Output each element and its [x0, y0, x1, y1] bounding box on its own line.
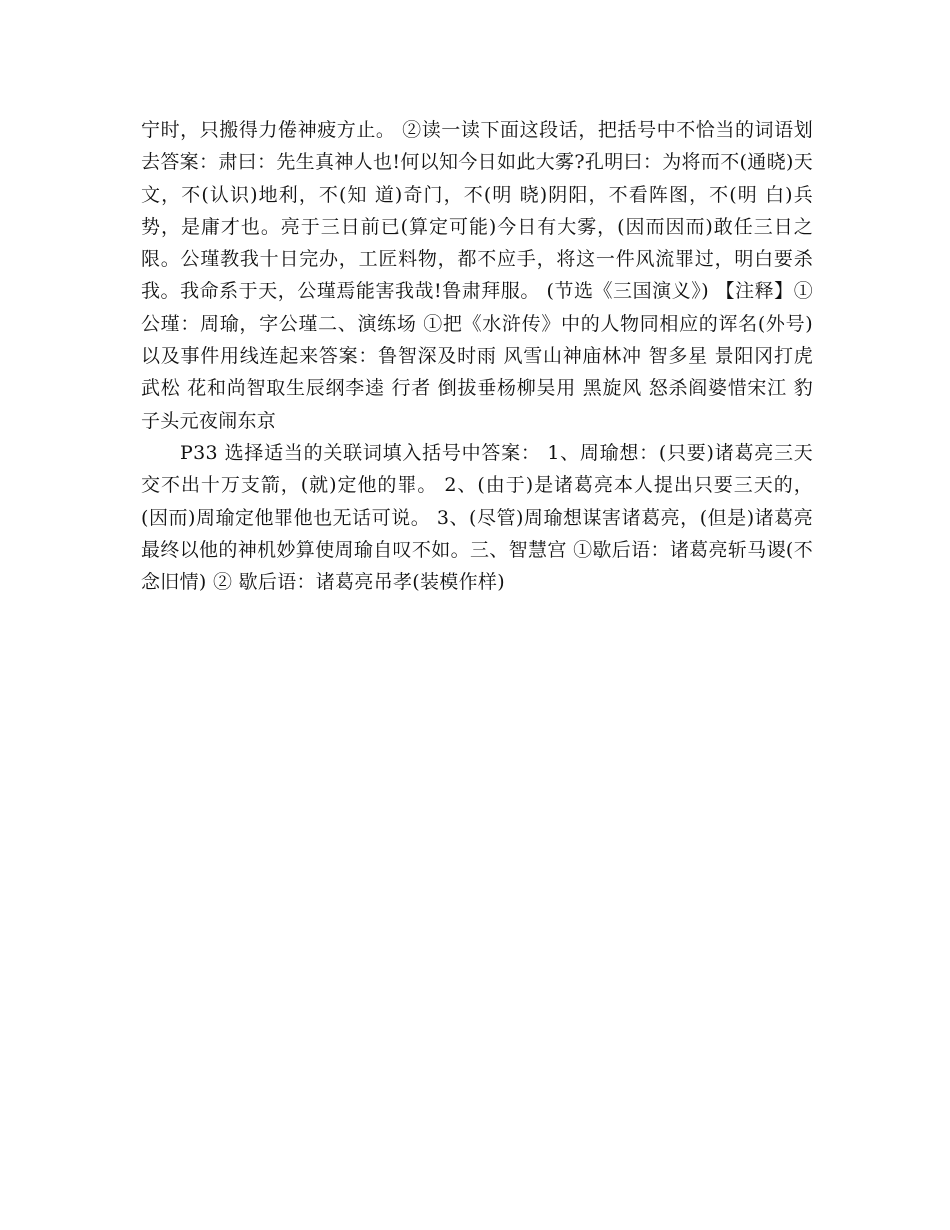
paragraph-1: 宁时，只搬得力倦神疲方止。 ②读一读下面这段话，把括号中不恰当的词语划去答案：肃曰：先生真神人也!何以知今日如此大雾?孔明曰：为将而不(通晓)天文，不(认识)地利，不(知 道)奇门，不(明 晓)阴阳，不看阵图，不(明 白)兵势，是庸才也。亮于三日前已(算定可能)今日有大雾，(因而因而)敢任三日之限。公瑾教我十日完办，工匠料物，都不应手，将这一件风流罪过，明白要杀我。我命系于天，公瑾焉能害我哉!鲁肃拜服。 (节选《三国演义》) 【注释】①公瑾：周瑜，字公瑾二、演练场 ①把《水浒传》中的人物同相应的诨名(外号)以及事件用线连起来答案：鲁智深及时雨 风雪山神庙林冲 智多星 景阳冈打虎武松 花和尚智取生辰纲李逵 行者 倒拔垂杨柳吴用 黑旋风 怒杀阎婆惜宋江 豹子头元夜闹东京	[141, 119, 813, 432]
document-body	[141, 114, 813, 598]
paragraph-2: P33 选择适当的关联词填入括号中答案： 1、周瑜想：(只要)诸葛亮三天交不出十万支箭，(就)定他的罪。 2、(由于)是诸葛亮本人提出只要三天的，(因而)周瑜定他罪他也无话可说。 3、(尽管)周瑜想谋害诸葛亮，(但是)诸葛亮最终以他的神机妙算使周瑜自叹不如。三、智慧宫 ①歇后语：诸葛亮斩马谡(不念旧情) ② 歇后语：诸葛亮吊孝(装模作样)	[141, 441, 813, 594]
